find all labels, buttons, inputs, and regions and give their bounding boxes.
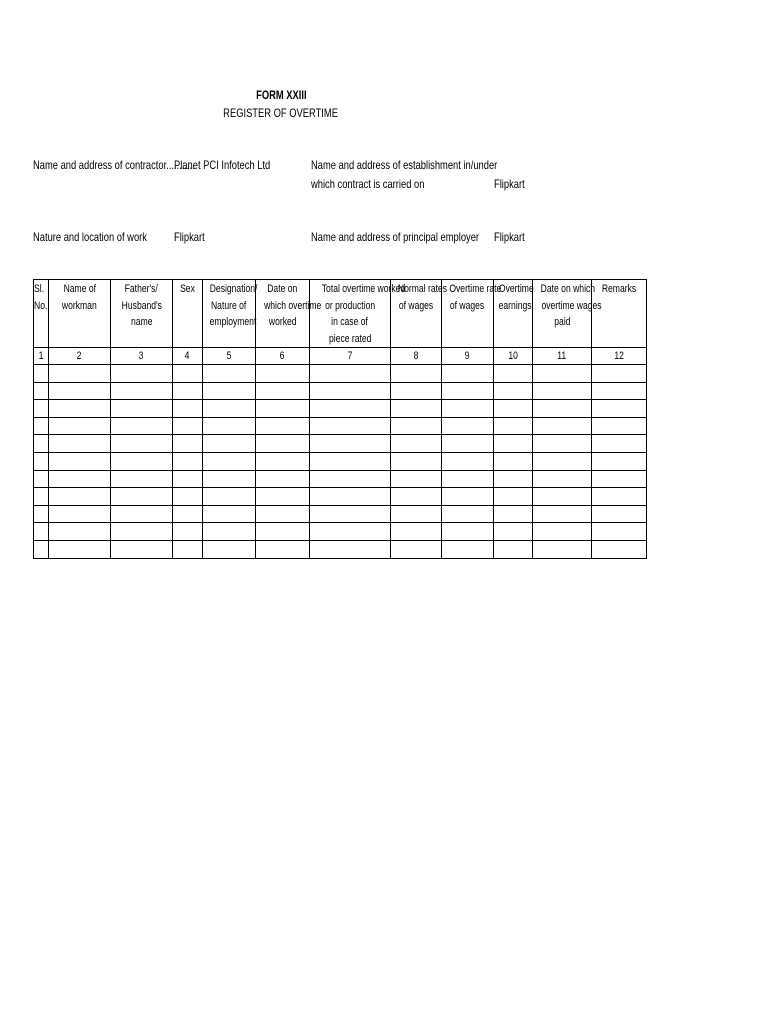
- empty-cell: [533, 365, 592, 383]
- empty-cell: [256, 400, 310, 418]
- empty-cell: [592, 435, 647, 453]
- empty-cell: [203, 470, 256, 488]
- empty-cell: [34, 382, 49, 400]
- empty-cell: [592, 400, 647, 418]
- empty-cell: [203, 417, 256, 435]
- empty-cell: [111, 452, 173, 470]
- empty-cell: [111, 540, 173, 558]
- empty-cell: [49, 365, 111, 383]
- column-header-text: workman: [62, 299, 97, 312]
- empty-cell: [111, 488, 173, 506]
- column-header-text: Date on which: [540, 283, 596, 295]
- column-header-text: Father's/: [124, 283, 159, 295]
- table-row: [34, 417, 647, 435]
- column-header-3: [111, 280, 173, 348]
- column-header-text: of wages: [398, 299, 434, 312]
- empty-cell: [256, 523, 310, 541]
- column-number: 7: [310, 348, 391, 365]
- empty-cell: [391, 435, 442, 453]
- empty-cell: [256, 435, 310, 453]
- empty-cell: [173, 540, 203, 558]
- empty-cell: [111, 417, 173, 435]
- empty-cell: [173, 505, 203, 523]
- empty-cell: [49, 400, 111, 418]
- contractor-label: Name and address of contractor...........: [33, 158, 195, 172]
- empty-cell: [256, 505, 310, 523]
- column-header-text: which overtime: [264, 299, 322, 312]
- empty-cell: [173, 470, 203, 488]
- column-header-text: in case of: [331, 316, 369, 328]
- column-header-text: paid: [553, 316, 571, 328]
- empty-cell: [173, 365, 203, 383]
- empty-cell: [494, 452, 533, 470]
- empty-cell: [256, 488, 310, 506]
- empty-cell: [256, 452, 310, 470]
- empty-cell: [310, 400, 391, 418]
- empty-cell: [494, 488, 533, 506]
- column-header-6: [256, 280, 322, 348]
- work-value: Flipkart: [174, 230, 205, 244]
- empty-cell: [49, 417, 111, 435]
- column-number: 9: [442, 348, 494, 365]
- column-header-2: [49, 280, 111, 348]
- empty-cell: [256, 417, 310, 435]
- empty-cell: [111, 505, 173, 523]
- empty-cell: [592, 540, 647, 558]
- table-row: [34, 400, 647, 418]
- empty-cell: [494, 400, 533, 418]
- empty-cell: [391, 540, 442, 558]
- column-header-text: Overtime: [498, 283, 534, 295]
- empty-cell: [533, 505, 592, 523]
- empty-cell: [592, 417, 647, 435]
- empty-cell: [391, 505, 442, 523]
- column-header-text: Date on: [267, 283, 298, 295]
- empty-cell: [592, 470, 647, 488]
- empty-cell: [494, 523, 533, 541]
- empty-cell: [111, 400, 173, 418]
- column-header-text: Name of: [63, 283, 96, 295]
- empty-cell: [111, 382, 173, 400]
- empty-cell: [173, 417, 203, 435]
- empty-cell: [533, 523, 592, 541]
- column-header-text: Designation/: [209, 283, 258, 295]
- column-header-10: [494, 280, 533, 348]
- empty-cell: [592, 505, 647, 523]
- table-row: [34, 523, 647, 541]
- column-header-11: [533, 280, 602, 348]
- empty-cell: [533, 400, 592, 418]
- empty-cell: [533, 540, 592, 558]
- table-row: [34, 505, 647, 523]
- empty-cell: [494, 540, 533, 558]
- empty-cell: [111, 365, 173, 383]
- column-number: 8: [391, 348, 442, 365]
- column-number: 6: [256, 348, 310, 365]
- empty-cell: [34, 540, 49, 558]
- empty-cell: [391, 417, 442, 435]
- table-row: [34, 470, 647, 488]
- empty-cell: [442, 452, 494, 470]
- empty-cell: [310, 452, 391, 470]
- empty-cell: [592, 488, 647, 506]
- column-number: 10: [494, 348, 533, 365]
- empty-cell: [310, 523, 391, 541]
- column-header-4: [173, 280, 203, 348]
- column-number: 5: [203, 348, 256, 365]
- empty-cell: [442, 400, 494, 418]
- empty-cell: [49, 505, 111, 523]
- empty-cell: [592, 365, 647, 383]
- column-header-text: piece rated: [328, 332, 372, 345]
- empty-cell: [310, 382, 391, 400]
- column-header-text: Remarks: [601, 283, 637, 295]
- empty-cell: [442, 417, 494, 435]
- column-header-text: Normal rates: [397, 283, 448, 295]
- empty-cell: [49, 435, 111, 453]
- column-header-text: or production: [324, 299, 376, 312]
- empty-cell: [203, 540, 256, 558]
- empty-cell: [203, 505, 256, 523]
- empty-cell: [310, 435, 391, 453]
- empty-cell: [34, 400, 49, 418]
- empty-cell: [203, 382, 256, 400]
- empty-cell: [533, 382, 592, 400]
- empty-cell: [533, 417, 592, 435]
- empty-cell: [310, 417, 391, 435]
- empty-cell: [34, 365, 49, 383]
- empty-cell: [203, 435, 256, 453]
- empty-cell: [310, 540, 391, 558]
- empty-cell: [34, 523, 49, 541]
- empty-cell: [442, 540, 494, 558]
- column-number-row: [34, 348, 647, 365]
- empty-cell: [494, 435, 533, 453]
- table-row: [34, 365, 647, 383]
- empty-cell: [494, 417, 533, 435]
- empty-cell: [111, 523, 173, 541]
- empty-cell: [49, 523, 111, 541]
- empty-cell: [111, 435, 173, 453]
- empty-cell: [173, 523, 203, 541]
- empty-cell: [173, 452, 203, 470]
- form-title: FORM XXIII: [255, 88, 307, 102]
- empty-cell: [442, 382, 494, 400]
- empty-cell: [34, 488, 49, 506]
- column-header-5: [203, 280, 256, 348]
- overtime-register-table: [33, 279, 647, 559]
- empty-cell: [391, 365, 442, 383]
- employer-label: Name and address of principal employer: [311, 230, 480, 244]
- empty-cell: [49, 540, 111, 558]
- column-number: 4: [173, 348, 203, 365]
- empty-cell: [391, 452, 442, 470]
- column-header-8: [391, 280, 448, 348]
- empty-cell: [310, 505, 391, 523]
- empty-cell: [391, 382, 442, 400]
- empty-cell: [533, 488, 592, 506]
- empty-cell: [533, 452, 592, 470]
- employer-value: Flipkart: [494, 230, 525, 244]
- empty-cell: [34, 452, 49, 470]
- empty-cell: [442, 488, 494, 506]
- empty-cell: [442, 435, 494, 453]
- empty-cell: [442, 365, 494, 383]
- establishment-value: Flipkart: [494, 177, 525, 191]
- column-number: 2: [49, 348, 111, 365]
- column-number: 12: [592, 348, 647, 365]
- header-row: [34, 280, 647, 348]
- column-header-7: [310, 280, 406, 348]
- empty-cell: [310, 488, 391, 506]
- column-header-text: name: [130, 316, 153, 328]
- work-label: Nature and location of work: [33, 230, 147, 244]
- table-row: [34, 452, 647, 470]
- empty-cell: [203, 523, 256, 541]
- form-subtitle: REGISTER OF OVERTIME: [223, 106, 339, 120]
- column-header-text: Nature of: [211, 299, 247, 312]
- empty-cell: [494, 470, 533, 488]
- empty-cell: [49, 488, 111, 506]
- column-header-text: Husband's: [121, 299, 162, 312]
- empty-cell: [203, 365, 256, 383]
- empty-cell: [34, 435, 49, 453]
- column-header-text: earnings: [498, 299, 532, 312]
- empty-cell: [592, 523, 647, 541]
- empty-cell: [173, 435, 203, 453]
- empty-cell: [111, 470, 173, 488]
- empty-cell: [592, 382, 647, 400]
- column-header-text: overtime wages: [541, 299, 602, 312]
- table-row: [34, 540, 647, 558]
- empty-cell: [494, 382, 533, 400]
- empty-cell: [533, 435, 592, 453]
- empty-cell: [391, 488, 442, 506]
- empty-cell: [494, 365, 533, 383]
- empty-cell: [391, 400, 442, 418]
- empty-cell: [310, 470, 391, 488]
- empty-cell: [173, 382, 203, 400]
- table-row: [34, 382, 647, 400]
- empty-cell: [256, 470, 310, 488]
- empty-cell: [310, 365, 391, 383]
- column-header-text: worked: [268, 316, 297, 328]
- empty-cell: [49, 452, 111, 470]
- column-header-text: Sex: [180, 283, 195, 295]
- empty-cell: [203, 400, 256, 418]
- column-header-1: [34, 280, 49, 348]
- empty-cell: [256, 365, 310, 383]
- empty-cell: [256, 382, 310, 400]
- empty-cell: [442, 470, 494, 488]
- table-row: [34, 488, 647, 506]
- column-header-text: Total overtime worked: [321, 283, 406, 295]
- column-header-text: Sl.: [34, 283, 45, 295]
- column-number: 1: [34, 348, 49, 365]
- empty-cell: [34, 417, 49, 435]
- empty-cell: [173, 488, 203, 506]
- empty-cell: [592, 452, 647, 470]
- empty-cell: [203, 488, 256, 506]
- column-header-text: of wages: [450, 299, 485, 312]
- column-number: 3: [111, 348, 173, 365]
- empty-cell: [391, 523, 442, 541]
- empty-cell: [533, 470, 592, 488]
- empty-cell: [173, 400, 203, 418]
- establishment-label-line1: Name and address of establishment in/under: [311, 158, 498, 172]
- table-row: [34, 435, 647, 453]
- empty-cell: [203, 452, 256, 470]
- establishment-label-line2: which contract is carried on: [311, 177, 425, 191]
- empty-cell: [49, 470, 111, 488]
- column-header-9: [442, 280, 502, 348]
- empty-cell: [391, 470, 442, 488]
- empty-cell: [442, 523, 494, 541]
- empty-cell: [442, 505, 494, 523]
- empty-cell: [34, 470, 49, 488]
- empty-cell: [494, 505, 533, 523]
- empty-cell: [49, 382, 111, 400]
- column-header-text: No.: [34, 299, 48, 312]
- empty-cell: [34, 505, 49, 523]
- column-number: 11: [533, 348, 592, 365]
- empty-cell: [256, 540, 310, 558]
- column-header-text: Overtime rate: [449, 283, 502, 295]
- contractor-value: Planet PCI Infotech Ltd: [174, 158, 271, 172]
- column-header-text: employment: [209, 316, 257, 328]
